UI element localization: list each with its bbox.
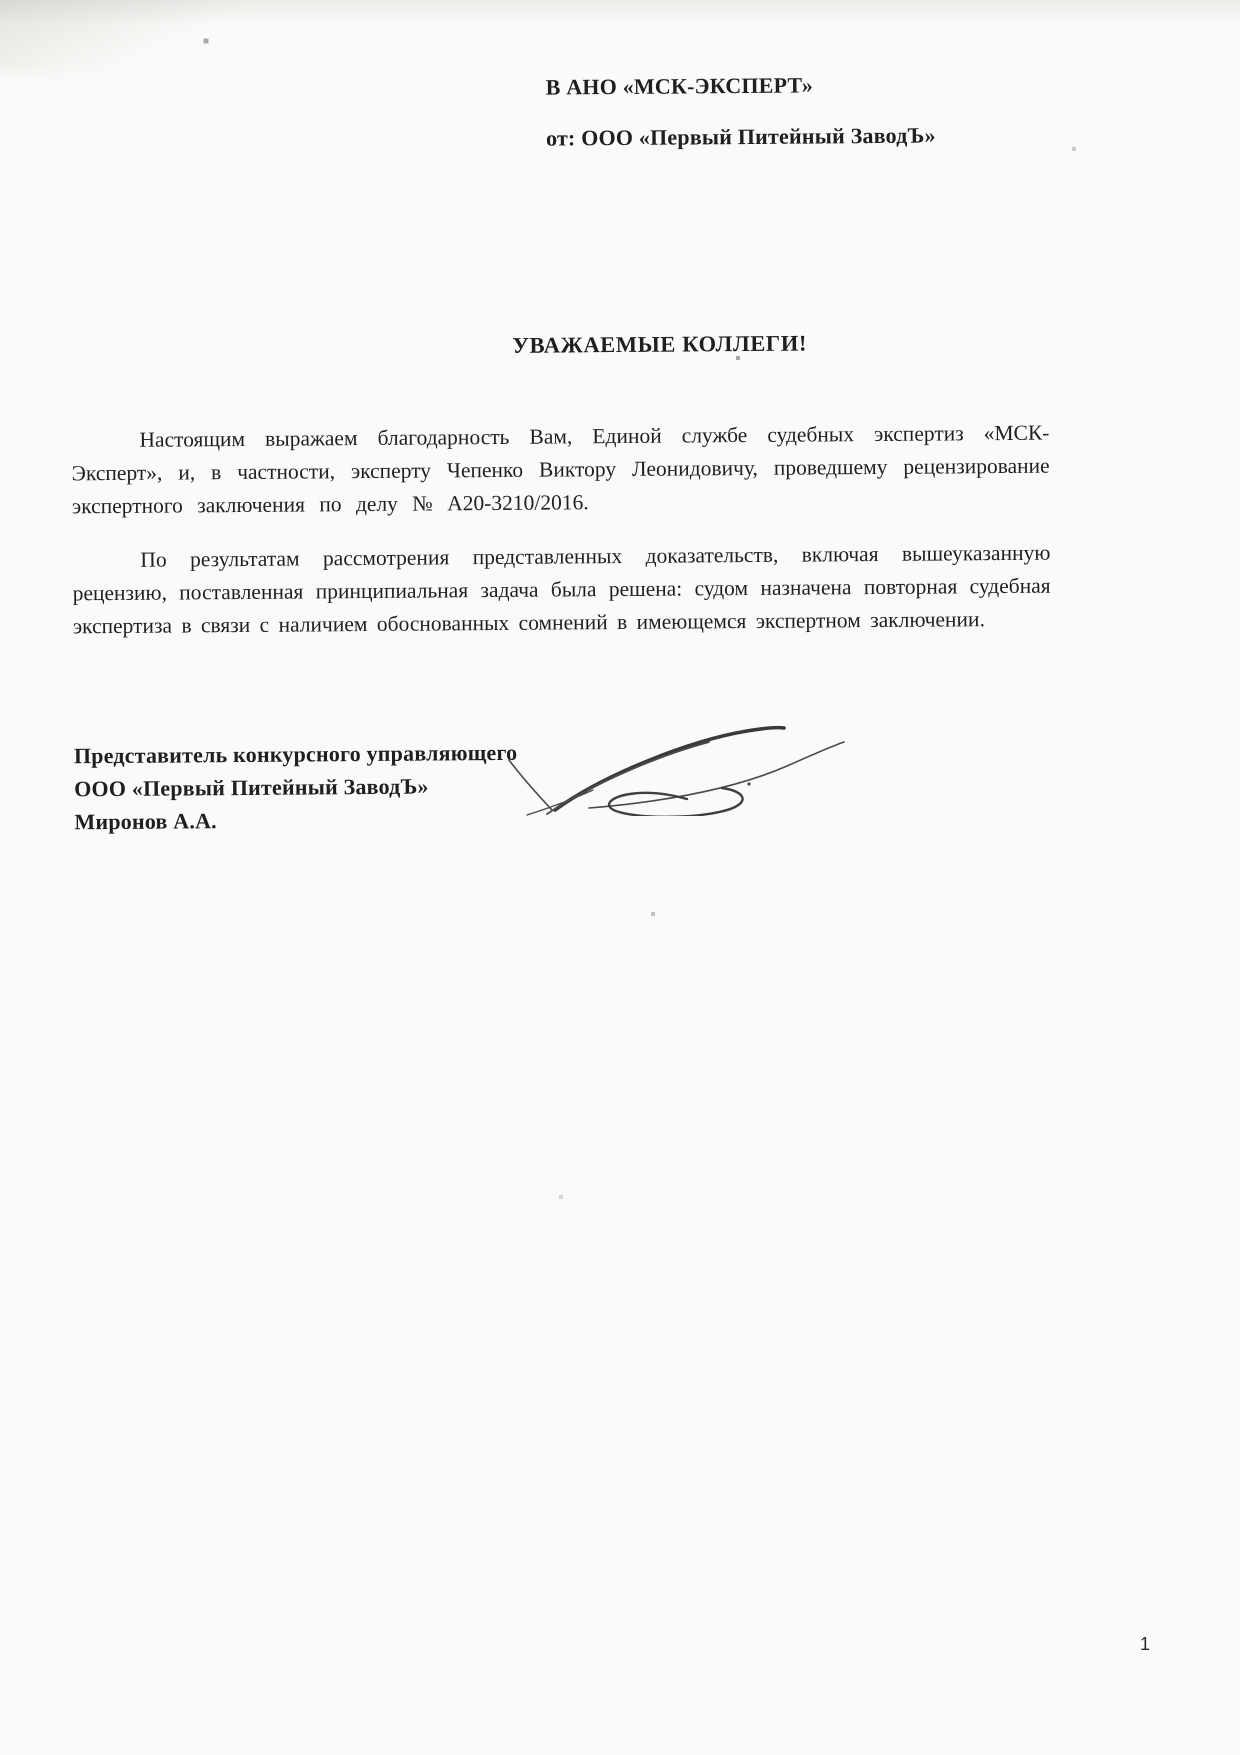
body-paragraph-1: Настоящим выражаем благодарность Вам, Единой службе судебных экспертиз «МСК-Эксперт», и, в частности, эксперту Чепенко Виктору Леонидовичу, проведшему рецензирование экспертного заключения по делу № А20-3210/2016. <box>71 420 1050 519</box>
signatory-title-line: Представитель конкурсного управляющего <box>73 739 518 769</box>
body-paragraph-2: По результатам рассмотрения представленных доказательств, включая вышеуказанную рецензию, поставленная принципиальная задача была решена: судом назначена повторная судебная экспертиза в связи с наличием обоснованных сомнений в имеющемся экспертном заключении. <box>72 540 1051 639</box>
signatory-company-line: ООО «Первый Питейный ЗаводЪ» <box>74 773 429 802</box>
salutation-heading: УВАЖАЕМЫЕ КОЛЛЕГИ! <box>512 330 808 358</box>
page-number: 1 <box>1140 1634 1151 1654</box>
signatory-name-line: Миронов А.А. <box>74 808 217 835</box>
address-block <box>546 69 1240 150</box>
scan-speck-artifacts <box>0 0 2 2</box>
handwritten-signature-icon <box>497 638 845 816</box>
recipient-line: В АНО «МСК-ЭКСПЕРТ» <box>545 72 814 100</box>
sender-line: от: ООО «Первый Питейный ЗаводЪ» <box>545 122 936 151</box>
